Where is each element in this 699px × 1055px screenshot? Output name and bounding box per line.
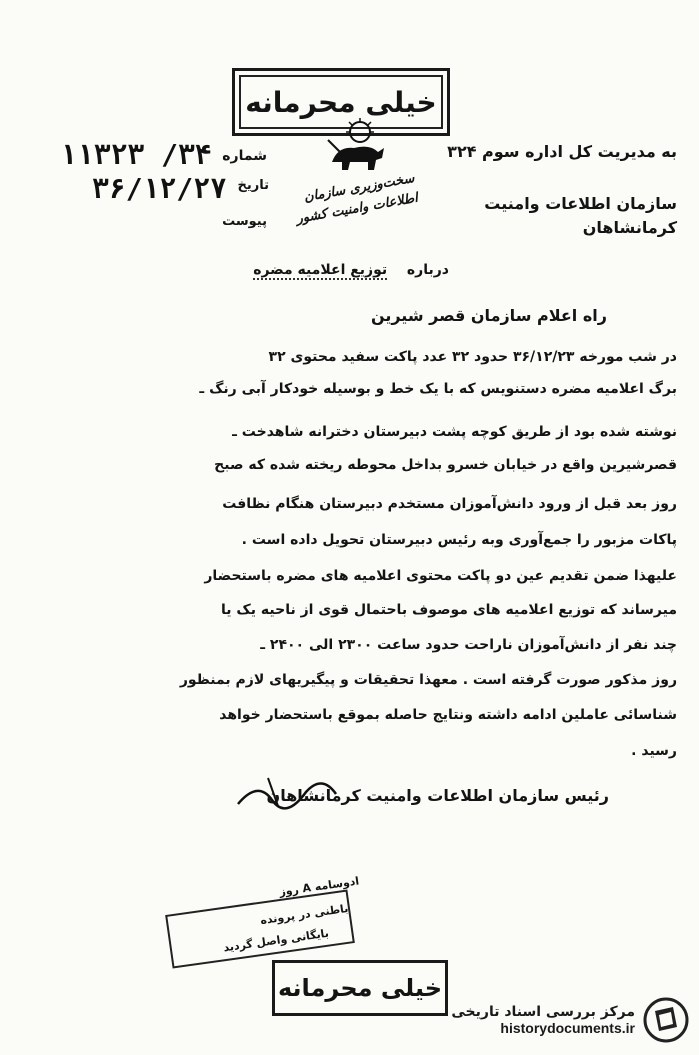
region-name: کرمانشاهان	[582, 218, 677, 237]
classification-stamp-bottom	[272, 960, 448, 1016]
body-intro: راه اعلام سازمان قصر شیرین	[370, 306, 607, 325]
archive-title: مرکز بررسی اسناد تاریخی	[451, 1004, 635, 1020]
body-line: علیهذا ضمن تقدیم عین دو پاکت محتوی اعلامیه های مضره باستحضار	[204, 568, 677, 584]
signature-line: رئیس سازمان اطلاعات وامنیت کرمانشاهان	[266, 786, 609, 805]
subject-text: توزیع اعلامیه مضره	[253, 262, 388, 278]
body-line: روز بعد قبل از ورود دانش‌آموزان مستخدم دبیرستان هنگام نظافت	[222, 496, 677, 512]
body-line: چند نفر از دانش‌آموزان ناراحت حدود ساعت ۲۳۰۰ الی ۲۴۰۰ ـ	[260, 637, 677, 653]
number-label: شماره	[222, 148, 267, 164]
classification-stamp-bottom-text: خیلی محرمانه	[277, 974, 443, 1002]
subject-label: درباره	[406, 262, 449, 278]
registration-note-line: ادوسامه A روز	[278, 874, 360, 899]
organization-name: سازمان اطلاعات وامنیت	[484, 194, 677, 213]
registration-note-line: باطنی در پرونده	[259, 901, 350, 928]
attachment-label: پیوست	[222, 214, 267, 229]
body-line: در شب مورخه ۳۶/۱۲/۲۳ حدود ۳۲ عدد پاکت سفید محتوی ۳۲	[268, 349, 677, 365]
body-line: روز مذکور صورت گرفته است . معهذا تحقیقات و پیگیریهای لازم بمنظور	[179, 672, 677, 688]
body-line: پاکات مزبور را جمع‌آوری وبه رئیس دبیرستان تحویل داده است .	[241, 532, 677, 548]
lion-and-sun-emblem-icon	[320, 118, 392, 176]
document-date: ۳۶/۱۲/۲۷	[92, 172, 227, 205]
date-label: تاریخ	[237, 178, 269, 193]
body-line: قصرشیرین واقع در خیابان خسرو بداخل محوطه ریخته شده که صبح	[214, 457, 677, 473]
registration-note-line: بایگانی واصل گردید	[222, 926, 330, 955]
archive-url: historydocuments.ir	[500, 1020, 635, 1036]
office-handstamp: سخت‌وزیری سازمان اطلاعات وامنیت کشور	[295, 170, 419, 227]
body-line: شناسائی عاملین ادامه داشته ونتایج حاصله بموقع باستحضار خواهد	[219, 707, 677, 723]
addressee-line: به مدیریت کل اداره سوم ۳۲۴	[447, 142, 677, 161]
archive-watermark	[451, 995, 689, 1045]
document-number: ۱۱۳۲۳ /۳۴	[60, 138, 212, 171]
body-line: برگ اعلامیه مضره دستنویس که با یک خط و بوسیله خودکار آبی رنگ ـ	[199, 381, 677, 397]
classification-stamp-top-text: خیلی محرمانه	[245, 85, 437, 119]
body-line: رسید .	[631, 743, 677, 759]
body-line: میرساند که توزیع اعلامیه های موصوف باحتمال قوی از ناحیه یک یا	[221, 602, 677, 618]
body-line: نوشته شده بود از طریق کوچه پشت دبیرستان دخترانه شاهدخت ـ	[232, 424, 677, 440]
subject-line	[253, 262, 449, 278]
archive-logo-icon	[643, 997, 689, 1043]
